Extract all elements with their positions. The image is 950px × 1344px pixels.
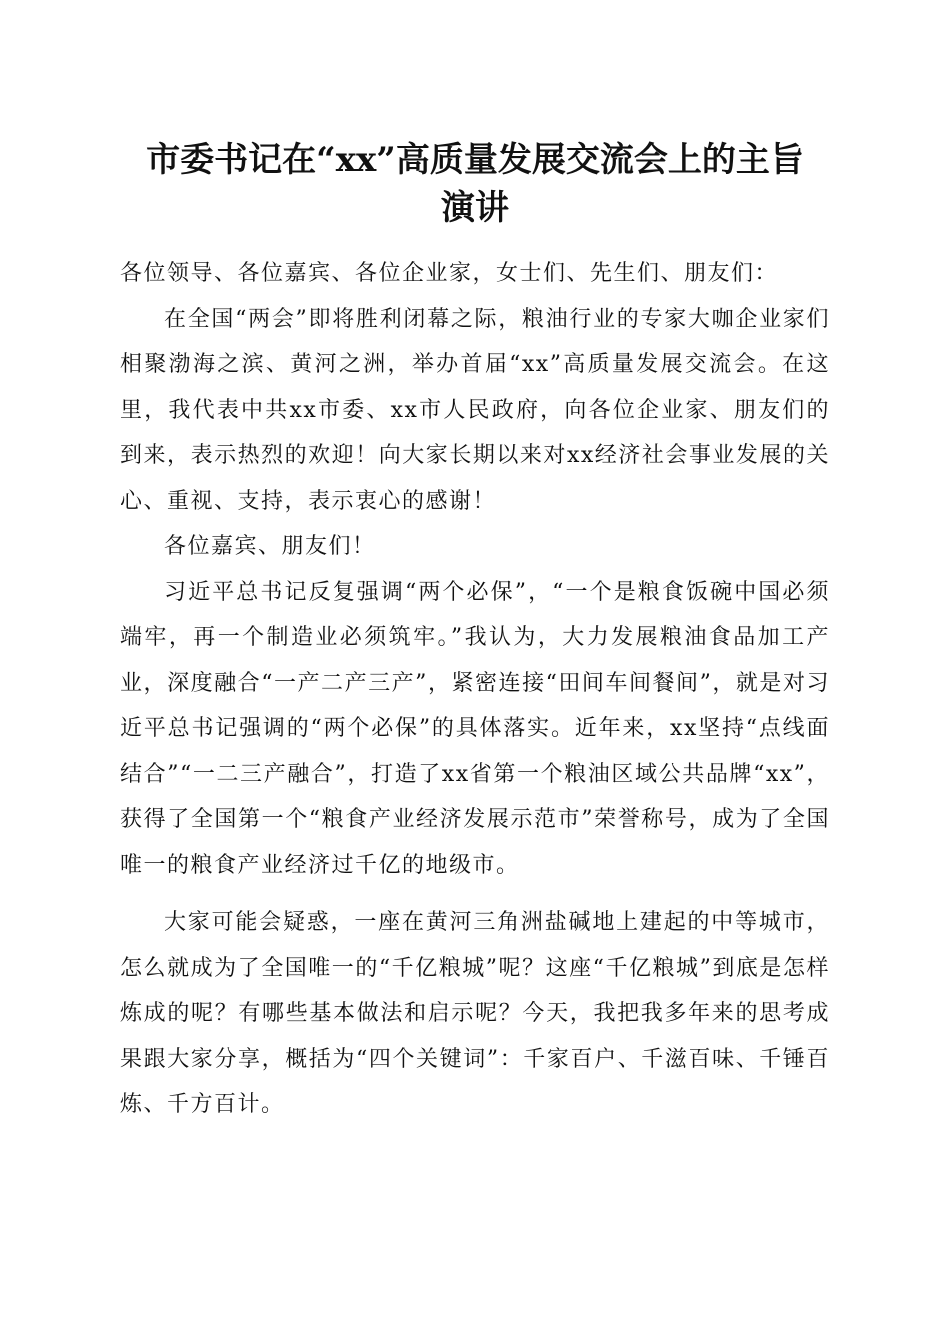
paragraph-welcome: 在全国“两会”即将胜利闭幕之际，粮油行业的专家大咖企业家们相聚渤海之滨、黄河之洲，举办首届“xx”高质量发展交流会。在这里，我代表中共xx市委、xx市人民政府，向各位企业家、朋友们的到来，表示热烈的欢迎！向大家长期以来对xx经济社会事业发展的关心、重视、支持，表示衷心的感谢！ bbox=[120, 306, 830, 514]
paragraph-two-guarantees: 习近平总书记反复强调“两个必保”，“一个是粮食饭碗中国必须端牢，再一个制造业必须筑牢。”我认为，大力发展粮油食品加工产业，深度融合“一产二产三产”，紧密连接“田间车间餐间”，就是对习近平总书记强调的“两个必保”的具体落实。近年来，xx坚持“点线面结合”“一二三产融合”，打造了xx省第一个粮油区域公共品牌“xx”，获得了全国第一个“粮食产业经济发展示范市”荣誉称号，成为了全国唯一的粮食产业经济过千亿的地级市。 bbox=[120, 579, 830, 878]
paragraph-address: 各位嘉宾、朋友们！ bbox=[164, 534, 376, 559]
title-line-2: 演讲 bbox=[441, 188, 509, 228]
salutation: 各位领导、各位嘉宾、各位企业家，女士们、先生们、朋友们： bbox=[120, 261, 779, 286]
document-title bbox=[100, 136, 850, 232]
document-body bbox=[120, 251, 830, 1128]
paragraph-keywords: 大家可能会疑惑，一座在黄河三角洲盐碱地上建起的中等城市，怎么就成为了全国唯一的“千亿粮城”呢？这座“千亿粮城”到底是怎样炼成的呢？有哪些基本做法和启示呢？今天，我把我多年来的思考成果跟大家分享，概括为“四个关键词”：千家百户、千滋百味、千锤百炼、千方百计。 bbox=[120, 910, 830, 1117]
title-line-1: 市委书记在“xx”高质量发展交流会上的主旨 bbox=[146, 140, 804, 180]
